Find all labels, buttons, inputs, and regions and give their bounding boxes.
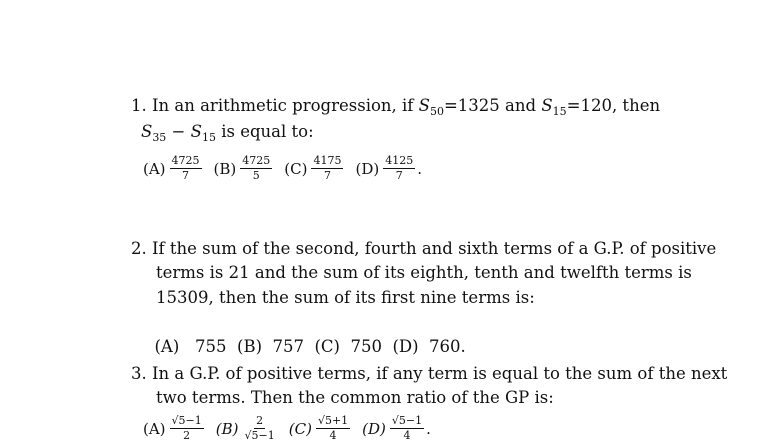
option-d[interactable] <box>355 155 422 182</box>
question-1-text: is equal to: <box>215 122 314 141</box>
subscript: 35 <box>152 131 167 144</box>
denominator: 2 <box>183 429 191 442</box>
denominator: √5−1 <box>244 429 275 442</box>
denominator: 7 <box>323 169 331 182</box>
fraction <box>243 415 277 442</box>
question-1-number: 1. <box>131 96 147 115</box>
subscript: 15 <box>201 131 216 144</box>
subscript: 50 <box>429 105 444 118</box>
option-label: (B) <box>213 159 237 178</box>
options-line: (A) 755 (B) 757 (C) 750 (D) 760. <box>154 337 466 356</box>
sum-symbol: S <box>418 96 430 115</box>
question-3-text: two terms. Then the common ratio of the GP is: <box>156 388 554 407</box>
subscript: 15 <box>552 105 567 118</box>
fraction <box>240 155 272 182</box>
sum-symbol: S <box>541 96 553 115</box>
option-b[interactable] <box>216 415 279 442</box>
denominator: 7 <box>182 169 190 182</box>
fraction <box>316 415 350 442</box>
denominator: 4 <box>329 429 337 442</box>
option-label: (D) <box>362 419 386 438</box>
numerator: 2 <box>256 414 264 427</box>
denominator: 4 <box>403 429 411 442</box>
option-d[interactable] <box>362 415 431 442</box>
numerator: 4725 <box>171 154 200 167</box>
question-2-options[interactable] <box>144 311 466 359</box>
option-a[interactable] <box>143 415 206 442</box>
question-1-line-2 <box>141 120 314 150</box>
fraction <box>170 415 204 442</box>
question-3-line-1 <box>131 362 727 386</box>
question-2-line-2 <box>156 261 692 285</box>
numerator: √5−1 <box>171 414 202 427</box>
question-3-number: 3. <box>131 364 147 383</box>
minus-sign: − <box>166 122 191 141</box>
option-label: (D) <box>355 159 380 178</box>
fraction <box>390 415 424 442</box>
question-2-text: If the sum of the second, fourth and sixth terms of a G.P. of positive <box>152 239 717 258</box>
question-2-text: terms is 21 and the sum of its eighth, tenth and twelfth terms is <box>156 263 692 282</box>
period: . <box>417 159 422 178</box>
option-label: (A) <box>143 419 166 438</box>
denominator: 7 <box>395 169 403 182</box>
period: . <box>426 419 431 438</box>
fraction <box>170 155 202 182</box>
numerator: √5−1 <box>391 414 423 427</box>
numerator: 4125 <box>385 154 414 167</box>
question-1-text: =120, then <box>566 96 661 115</box>
fraction <box>311 155 343 182</box>
option-a[interactable] <box>143 155 204 182</box>
question-2-text: 15309, then the sum of its first nine terms is: <box>156 288 535 307</box>
numerator: 4725 <box>242 154 271 167</box>
question-3-line-2 <box>156 386 554 410</box>
option-label: (B) <box>215 419 239 438</box>
numerator: 4175 <box>313 154 342 167</box>
option-b[interactable] <box>214 155 275 182</box>
question-2-line-1 <box>131 237 716 261</box>
sum-symbol: S <box>190 122 202 141</box>
option-label: (C) <box>284 159 308 178</box>
fraction <box>383 155 415 182</box>
sum-symbol: S <box>141 122 153 141</box>
option-c[interactable] <box>289 415 352 442</box>
option-label: (A) <box>143 159 166 178</box>
option-label: (C) <box>288 419 312 438</box>
numerator: √5+1 <box>317 414 349 427</box>
question-1-text: In an arithmetic progression, if <box>152 96 419 115</box>
question-1-text: =1325 and <box>443 96 542 115</box>
question-1-options <box>143 155 432 182</box>
denominator: 5 <box>252 169 260 182</box>
option-c[interactable] <box>284 155 345 182</box>
question-3-text: In a G.P. of positive terms, if any term is equal to the sum of the next <box>152 364 728 383</box>
question-2-line-3 <box>156 286 535 310</box>
question-3-options <box>143 415 441 442</box>
question-2-number: 2. <box>131 239 147 258</box>
